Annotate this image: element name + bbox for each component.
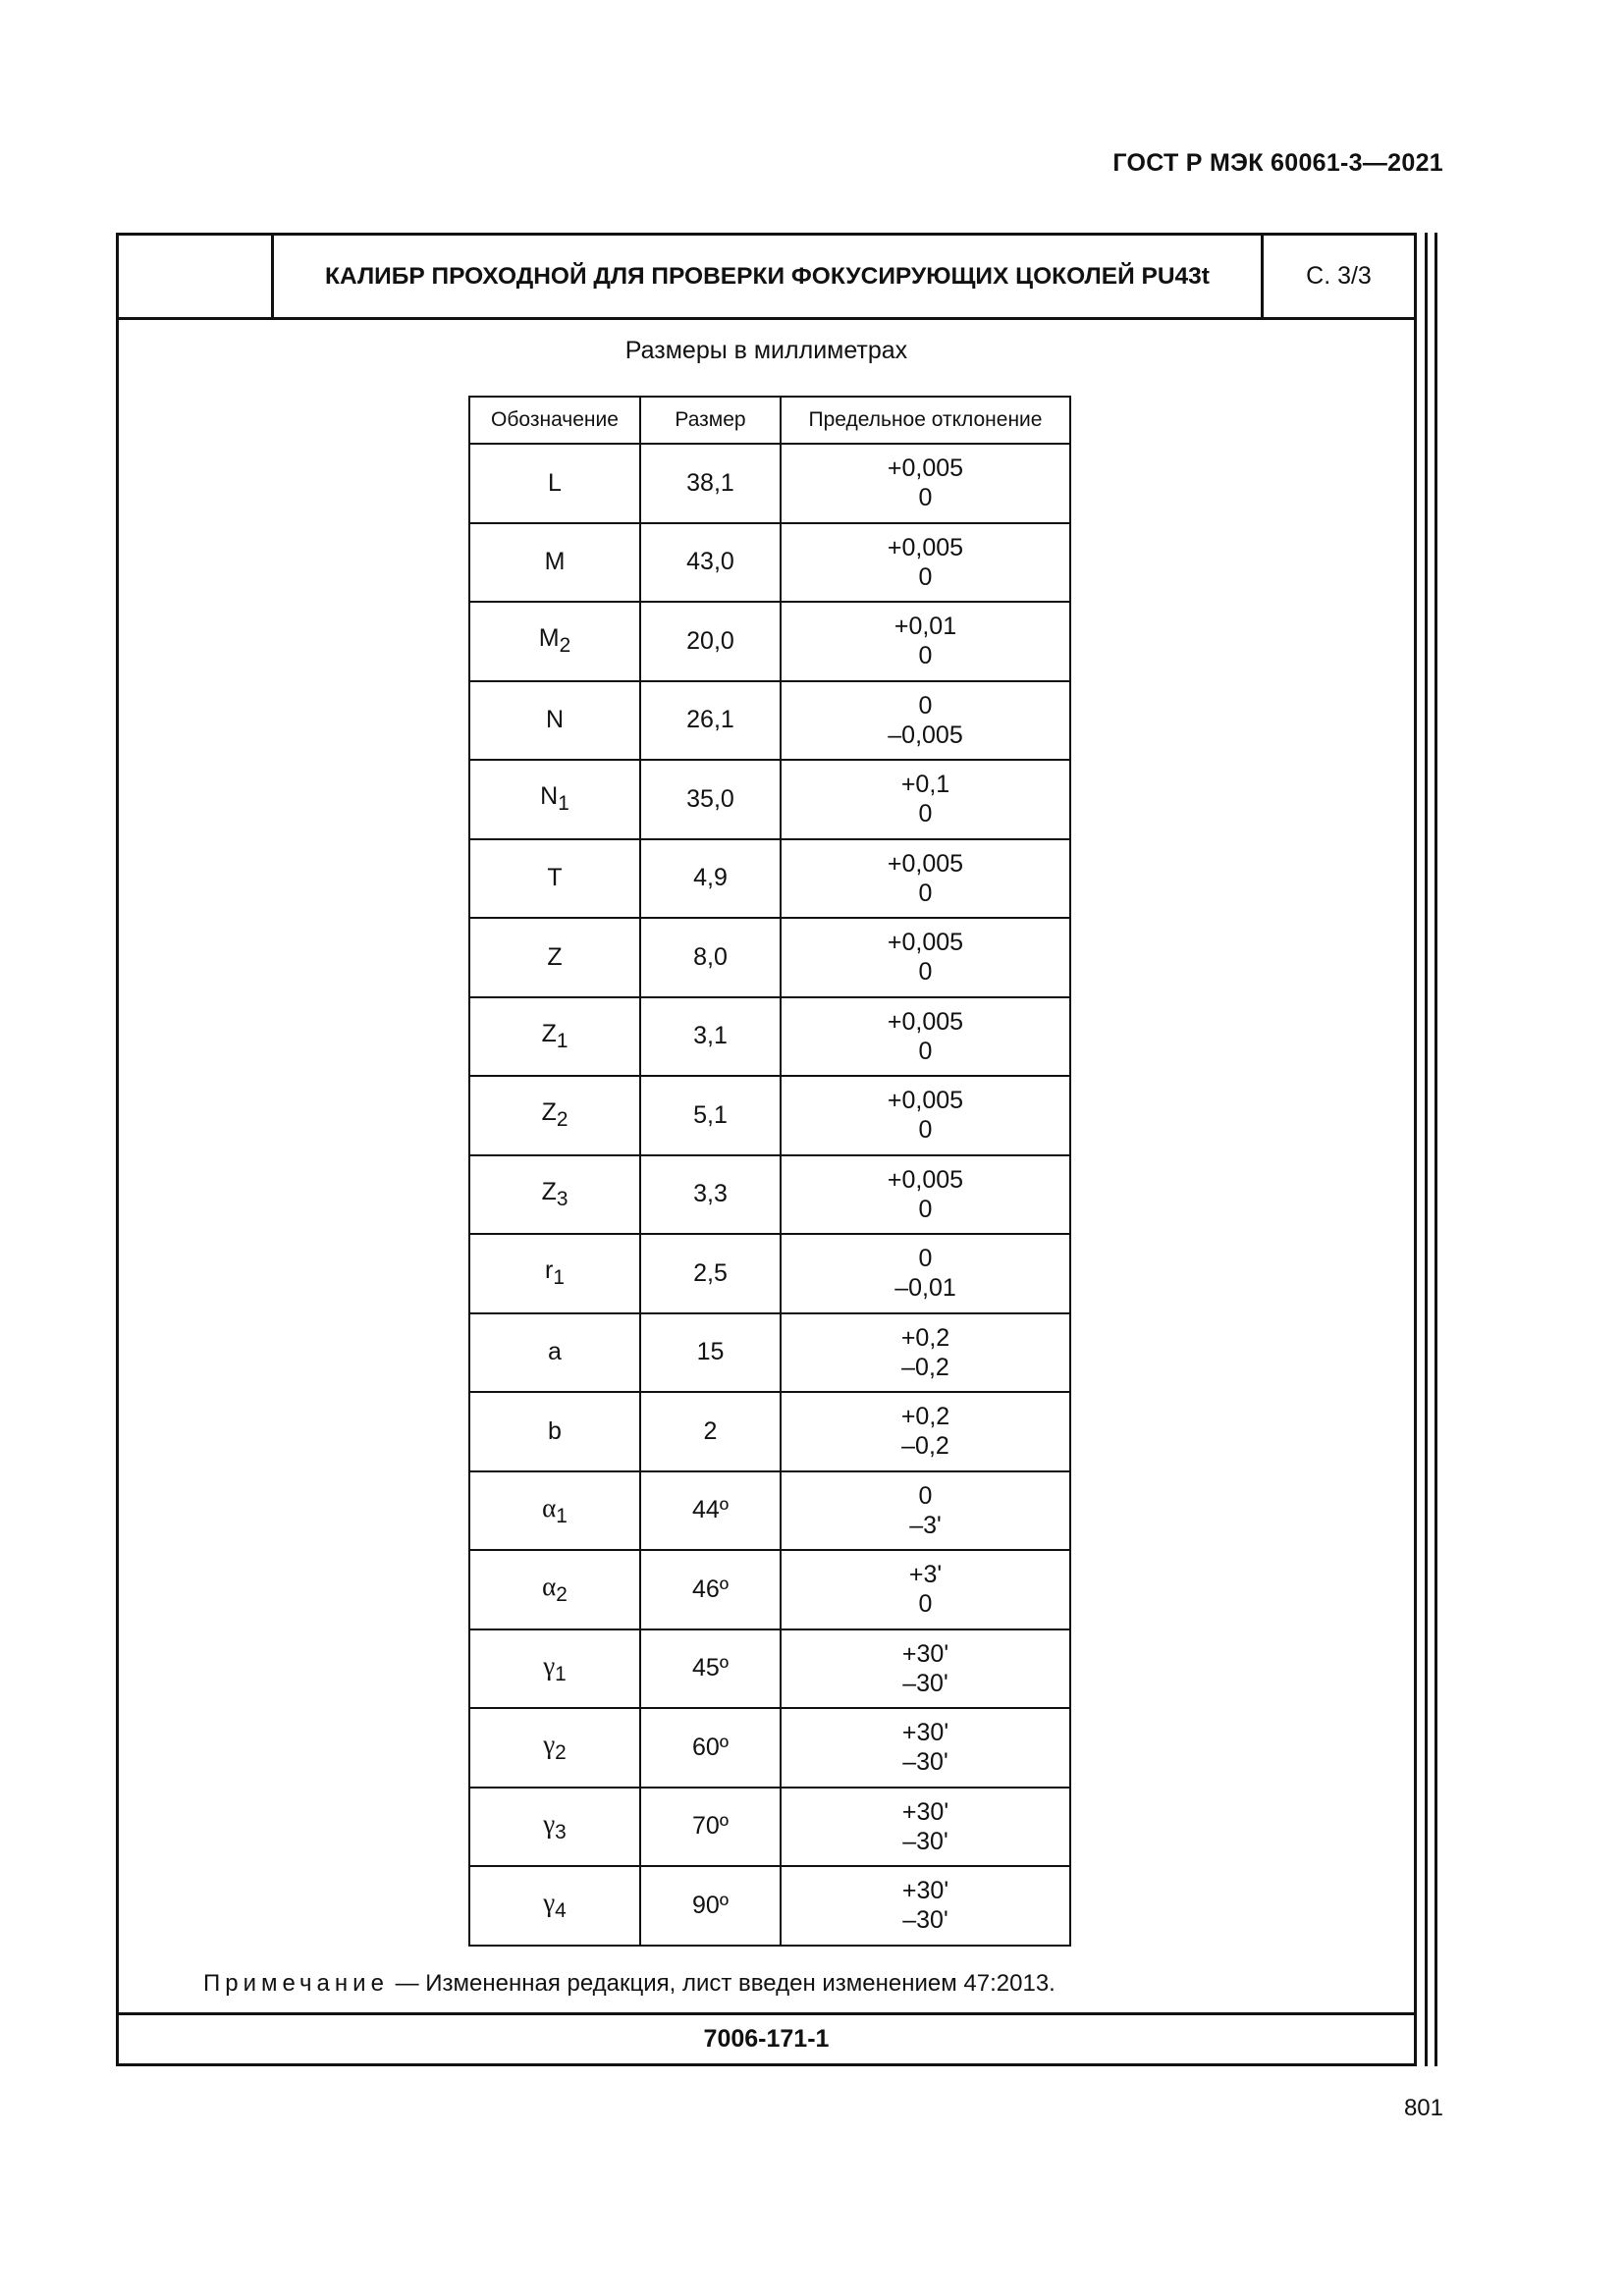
tolerance-lower: 0 (918, 1590, 933, 1619)
designation-symbol: Z (541, 1098, 557, 1127)
designation-subscript: 1 (556, 1029, 568, 1052)
tolerance-lower: 0 (918, 484, 933, 512)
tolerance-lower: –0,2 (901, 1432, 949, 1461)
designation-symbol: N (540, 782, 559, 811)
table-row (469, 1076, 1070, 1155)
sheet-title-block (119, 236, 1414, 320)
designation-symbol: γ (543, 1808, 556, 1839)
cell-designation (469, 997, 640, 1077)
designation-symbol: γ (543, 1650, 556, 1681)
table-row (469, 1788, 1070, 1867)
cell-tolerance (781, 1234, 1070, 1313)
table-row (469, 1708, 1070, 1788)
cell-designation (469, 1629, 640, 1709)
tolerance-upper: +30' (901, 1719, 949, 1747)
tolerance-lower: –30' (902, 1906, 948, 1935)
designation-symbol: γ (543, 1888, 556, 1918)
cell-designation (469, 523, 640, 603)
drawing-number: 7006-171-1 (119, 2012, 1414, 2063)
table-row (469, 1392, 1070, 1471)
sheet-title: КАЛИБР ПРОХОДНОЙ ДЛЯ ПРОВЕРКИ ФОКУСИРУЮЩИХ ЦОКОЛЕЙ PU43t (274, 236, 1264, 317)
designation-subscript: 4 (555, 1899, 567, 1923)
dimensions-table (468, 396, 1071, 1947)
designation-symbol: a (548, 1338, 562, 1366)
table-row (469, 602, 1070, 681)
table-row (469, 1550, 1070, 1629)
table-row (469, 1866, 1070, 1946)
tolerance-lower: 0 (918, 879, 933, 907)
tolerance-upper: +0,005 (887, 454, 964, 483)
cell-designation (469, 839, 640, 919)
cell-size: 38,1 (640, 444, 781, 523)
frame-double-rule-outer (1435, 233, 1437, 2066)
tolerance-lower: 0 (918, 1116, 933, 1145)
drawing-sheet-frame (116, 233, 1417, 2066)
cell-size: 43,0 (640, 523, 781, 603)
cell-tolerance (781, 1471, 1070, 1551)
table-row (469, 1234, 1070, 1313)
cell-tolerance (781, 1392, 1070, 1471)
note-text: — Измененная редакция, лист введен изменением 47:2013. (388, 1970, 1056, 1997)
tolerance-upper: 0 (918, 1245, 933, 1273)
tolerance-lower: –0,2 (901, 1353, 949, 1381)
cell-tolerance (781, 1076, 1070, 1155)
designation-subscript: 1 (558, 792, 569, 816)
tolerance-upper: +0,005 (887, 533, 964, 561)
designation-symbol: Z (541, 1177, 557, 1205)
designation-symbol: b (548, 1416, 562, 1445)
designation-symbol: α (542, 1492, 557, 1522)
table-row (469, 918, 1070, 997)
cell-size: 2,5 (640, 1234, 781, 1313)
cell-tolerance (781, 839, 1070, 919)
sheet-page-indicator: С. 3/3 (1306, 262, 1372, 290)
tolerance-upper: 0 (918, 691, 933, 720)
note-label: Примечание (203, 1970, 389, 1997)
table-row (469, 523, 1070, 603)
standard-number: ГОСТ Р МЭК 60061-3—2021 (1112, 149, 1443, 177)
tolerance-upper: +3' (908, 1561, 943, 1589)
cell-designation (469, 1550, 640, 1629)
designation-symbol: L (548, 468, 562, 497)
cell-tolerance (781, 1788, 1070, 1867)
column-header-size: Размер (640, 397, 781, 444)
tolerance-upper: +30' (901, 1797, 949, 1826)
tolerance-upper: +0,01 (893, 613, 957, 641)
cell-tolerance (781, 1708, 1070, 1788)
cell-size: 46º (640, 1550, 781, 1629)
tolerance-upper: +0,005 (887, 1087, 964, 1115)
tolerance-upper: +0,005 (887, 849, 964, 878)
cell-designation (469, 1471, 640, 1551)
cell-size: 45º (640, 1629, 781, 1709)
cell-tolerance (781, 1550, 1070, 1629)
table-row (469, 1155, 1070, 1235)
designation-subscript: 2 (559, 634, 571, 658)
designation-symbol: N (545, 706, 565, 734)
cell-size: 70º (640, 1788, 781, 1867)
designation-symbol: γ (543, 1730, 556, 1760)
table-row (469, 760, 1070, 839)
designation-symbol: α (542, 1572, 557, 1602)
tolerance-upper: +0,005 (887, 1007, 964, 1036)
note (203, 1970, 1056, 1998)
cell-designation (469, 1155, 640, 1235)
tolerance-upper: +0,005 (887, 1165, 964, 1194)
tolerance-lower: –30' (902, 1748, 948, 1777)
tolerance-upper: +30' (901, 1639, 949, 1668)
cell-tolerance (781, 444, 1070, 523)
tolerance-upper: +30' (901, 1877, 949, 1905)
cell-size: 4,9 (640, 839, 781, 919)
column-header-designation: Обозначение (469, 397, 640, 444)
cell-size: 26,1 (640, 681, 781, 761)
cell-designation (469, 1234, 640, 1313)
tolerance-upper: 0 (918, 1481, 933, 1510)
cell-designation (469, 1866, 640, 1946)
designation-subscript: 2 (555, 1741, 567, 1765)
tolerance-upper: +0,005 (887, 929, 964, 957)
table-row (469, 839, 1070, 919)
cell-tolerance (781, 1629, 1070, 1709)
cell-size: 15 (640, 1313, 781, 1393)
designation-subscript: 3 (555, 1820, 567, 1843)
designation-subscript: 2 (556, 1583, 568, 1607)
table-row (469, 444, 1070, 523)
designation-symbol: Z (541, 1019, 557, 1047)
cell-tolerance (781, 997, 1070, 1077)
tolerance-lower: 0 (918, 800, 933, 828)
units-caption: Размеры в миллиметрах (624, 337, 908, 364)
title-block-blank-cell (119, 236, 274, 317)
cell-size: 60º (640, 1708, 781, 1788)
cell-size: 3,3 (640, 1155, 781, 1235)
designation-symbol: Z (547, 942, 563, 971)
cell-size: 8,0 (640, 918, 781, 997)
cell-designation (469, 1788, 640, 1867)
tolerance-lower: –30' (902, 1827, 948, 1855)
designation-subscript: 1 (553, 1266, 565, 1290)
cell-designation (469, 918, 640, 997)
cell-designation (469, 602, 640, 681)
cell-tolerance (781, 1313, 1070, 1393)
cell-size: 5,1 (640, 1076, 781, 1155)
cell-tolerance (781, 602, 1070, 681)
tolerance-lower: 0 (918, 958, 933, 987)
table-row (469, 997, 1070, 1077)
cell-designation (469, 1708, 640, 1788)
column-header-tolerance: Предельное отклонение (781, 397, 1070, 444)
cell-size: 90º (640, 1866, 781, 1946)
cell-designation (469, 681, 640, 761)
designation-symbol: M (538, 624, 560, 653)
designation-subscript: 1 (556, 1504, 568, 1527)
tolerance-lower: –30' (902, 1669, 948, 1697)
designation-symbol: M (544, 548, 566, 576)
tolerance-lower: 0 (918, 1195, 933, 1223)
cell-tolerance (781, 760, 1070, 839)
frame-double-rule-inner (1425, 233, 1428, 2066)
designation-subscript: 2 (556, 1108, 568, 1132)
tolerance-lower: 0 (918, 1037, 933, 1065)
cell-designation (469, 1076, 640, 1155)
tolerance-lower: 0 (918, 642, 933, 670)
cell-designation (469, 760, 640, 839)
table-row (469, 1471, 1070, 1551)
table-header-row (469, 397, 1070, 444)
cell-designation (469, 1392, 640, 1471)
tolerance-upper: +0,2 (900, 1323, 950, 1352)
cell-tolerance (781, 1866, 1070, 1946)
tolerance-lower: –0,005 (888, 721, 963, 749)
cell-designation (469, 444, 640, 523)
page-number: 801 (1403, 2095, 1443, 2121)
designation-symbol: T (547, 864, 563, 892)
tolerance-lower: –0,01 (894, 1274, 956, 1303)
tolerance-upper: +0,1 (900, 771, 950, 799)
cell-tolerance (781, 681, 1070, 761)
dimensions-table-body (469, 444, 1070, 1946)
cell-size: 3,1 (640, 997, 781, 1077)
table-row (469, 1629, 1070, 1709)
table-row (469, 681, 1070, 761)
cell-tolerance (781, 1155, 1070, 1235)
tolerance-lower: –3' (909, 1511, 942, 1539)
cell-size: 20,0 (640, 602, 781, 681)
cell-tolerance (781, 918, 1070, 997)
cell-size: 44º (640, 1471, 781, 1551)
table-row (469, 1313, 1070, 1393)
designation-subscript: 3 (556, 1187, 568, 1210)
cell-designation (469, 1313, 640, 1393)
designation-symbol: r (545, 1256, 554, 1285)
designation-subscript: 1 (555, 1662, 567, 1685)
cell-size: 2 (640, 1392, 781, 1471)
tolerance-lower: 0 (918, 562, 933, 591)
cell-tolerance (781, 523, 1070, 603)
tolerance-upper: +0,2 (900, 1403, 950, 1431)
cell-size: 35,0 (640, 760, 781, 839)
